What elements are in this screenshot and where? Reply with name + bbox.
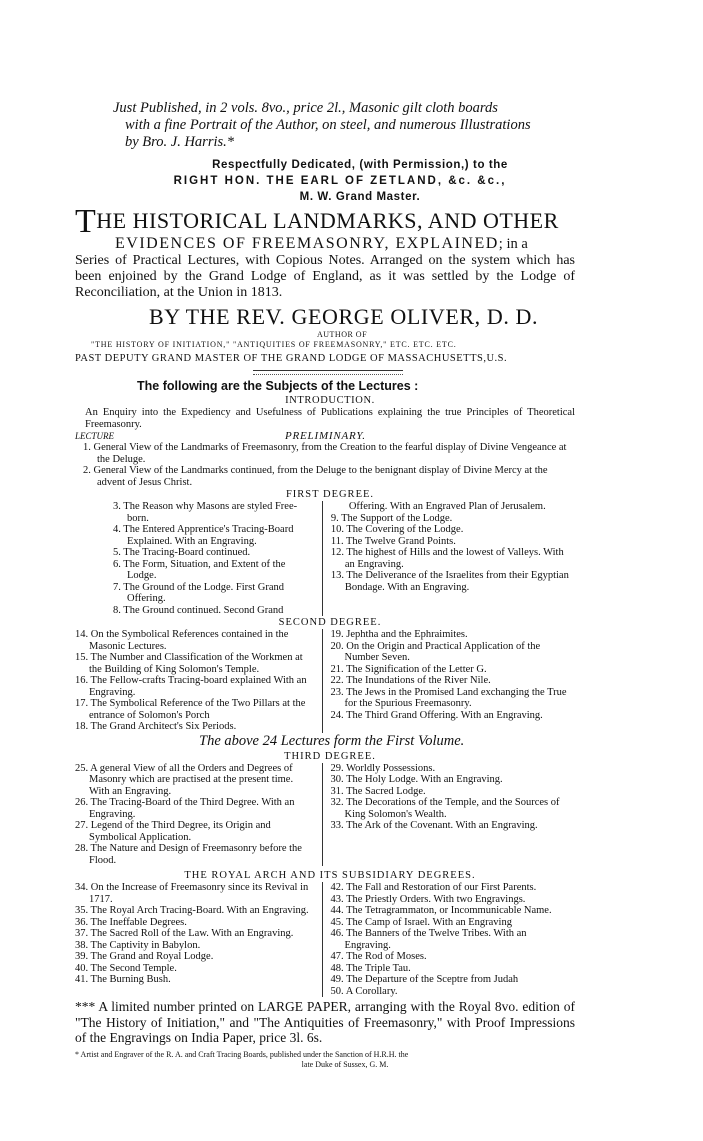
list-item: 38. The Captivity in Babylon. xyxy=(75,939,201,951)
dedication xyxy=(75,157,575,205)
advertisement-page xyxy=(75,100,575,1070)
list-item: 41. The Burning Bush. xyxy=(75,974,171,985)
list-item: 12. The highest of Hills and the lowest of Valleys. With an Engraving. xyxy=(330,547,564,570)
list-item: 29. Worldly Possessions. xyxy=(330,762,436,774)
list-item: 18. The Grand Architect's Six Periods. xyxy=(75,721,237,732)
title-line-2-row xyxy=(75,235,575,253)
introduction-heading: INTRODUCTION. xyxy=(285,395,375,406)
list-item: 43. The Priestly Orders. With two Engravings. xyxy=(330,893,526,905)
lecture-label: LECTURE xyxy=(75,431,115,441)
ornamental-rule xyxy=(253,370,403,375)
list-item: 44. The Tetragrammaton, or Incommunicable Name. xyxy=(330,905,552,916)
list-item: 13. The Deliverance of the Israelites from their Egyptian Bondage. With an Engraving. xyxy=(330,570,569,593)
list-item: 33. The Ark of the Covenant. With an Engraving. xyxy=(330,820,538,831)
list-item: 14. On the Symbolical References contained in the Masonic Lectures. xyxy=(75,629,289,652)
list-item: 21. The Signification of the Letter G. xyxy=(330,663,487,675)
list-item: 7. The Ground of the Lodge. First Grand Offering. xyxy=(113,581,284,604)
list-item: 40. The Second Temple. xyxy=(75,962,177,974)
list-item: 45. The Camp of Israel. With an Engraving xyxy=(330,916,512,928)
first-volume-note: The above 24 Lectures form the First Volume. xyxy=(199,732,465,749)
list-item: Offering. With an Engraved Plan of Jerusalem. xyxy=(348,501,546,512)
list-item: 5. The Tracing-Board continued. xyxy=(113,547,251,558)
list-item: 49. The Departure of the Sceptre from Judah xyxy=(330,974,519,985)
list-item: 11. The Twelve Grand Points. xyxy=(330,535,456,547)
second-degree-columns xyxy=(75,629,575,733)
second-degree-heading: SECOND DEGREE. xyxy=(278,617,382,628)
list-item: 30. The Holy Lodge. With an Engraving. xyxy=(330,774,503,785)
second-degree-right xyxy=(323,629,575,733)
list-item: 39. The Grand and Royal Lodge. xyxy=(75,951,214,962)
list-item: 34. On the Increase of Freemasonry since its Revival in 1717. xyxy=(75,882,309,905)
royal-arch-heading: THE ROYAL ARCH AND ITS SUBSIDIARY DEGREES. xyxy=(184,870,476,881)
list-item: 24. The Third Grand Offering. With an Engraving. xyxy=(330,709,543,721)
preliminary-item-1: 1. General View of the Landmarks of Freemasonry, from the Creation to the fearful display of Divine Vengeance at the Deluge. xyxy=(83,442,567,465)
list-item: 8. The Ground continued. Second Grand xyxy=(113,604,284,616)
author-works: "THE HISTORY OF INITIATION," "ANTIQUITIES OF FREEMASONRY," ETC. ETC. ETC. xyxy=(91,340,457,349)
large-paper-notice: *** A limited number printed on LARGE PAPER, arranging with the Royal 8vo. edition of "The History of Initiation," and "The Antiquities of Freemasonry," with Proof Impressions of the Engravings on India Paper, price 3l. 6s. xyxy=(75,999,575,1045)
footnote-line-1: * Artist and Engraver of the R. A. and Craft Tracing Boards, published under the Sanction of H.R.H. the xyxy=(75,1049,409,1059)
author-name: BY THE REV. GEORGE OLIVER, D. D. xyxy=(149,304,539,329)
list-item: 50. A Corollary. xyxy=(330,985,398,997)
announce-line-2: with a fine Portrait of the Author, on steel, and numerous Illustrations xyxy=(125,117,531,133)
preliminary-heading: PRELIMINARY. xyxy=(285,430,366,442)
author-office: PAST DEPUTY GRAND MASTER OF THE GRAND LODGE OF MASSACHUSETTS,U.S. xyxy=(75,353,508,364)
list-item: 4. The Entered Apprentice's Tracing-Board Explained. With an Engraving. xyxy=(113,524,294,547)
list-item: 28. The Nature and Design of Freemasonry before the Flood. xyxy=(75,843,302,866)
list-item: 15. The Number and Classification of the Workmen at the Building of King Solomon's Temple. xyxy=(75,652,303,675)
first-degree-right xyxy=(323,501,575,616)
first-degree-left xyxy=(75,501,323,616)
title-line-2-tail: ; in a xyxy=(498,236,528,252)
list-item: 22. The Inundations of the River Nile. xyxy=(330,675,491,686)
royal-arch-columns xyxy=(75,882,575,997)
list-item: 37. The Sacred Roll of the Law. With an Engraving. xyxy=(75,928,294,939)
footnote xyxy=(75,1050,575,1070)
announce-line-3: by Bro. J. Harris.* xyxy=(125,134,235,150)
first-degree-heading: FIRST DEGREE. xyxy=(285,489,375,500)
royal-arch-left xyxy=(75,882,323,997)
publication-announcement xyxy=(113,100,575,151)
list-item: 6. The Form, Situation, and Extent of the Lodge. xyxy=(113,558,286,581)
list-item: 17. The Symbolical Reference of the Two Pillars at the entrance of Solomon's Porch xyxy=(75,698,306,721)
list-item: 48. The Triple Tau. xyxy=(330,962,411,974)
list-item: 47. The Rod of Moses. xyxy=(330,951,427,962)
third-degree-left xyxy=(75,763,323,867)
list-item: 10. The Covering of the Lodge. xyxy=(330,524,464,535)
author-of-label: AUTHOR OF xyxy=(316,330,368,339)
third-degree-right xyxy=(323,763,575,867)
list-item: 27. Legend of the Third Degree, its Origin and Symbolical Application. xyxy=(75,820,271,843)
royal-arch-right xyxy=(323,882,575,997)
footnote-line-2: late Duke of Sussex, G. M. xyxy=(301,1059,389,1069)
list-item: 3. The Reason why Masons are styled Free-born. xyxy=(113,501,298,524)
list-item: 42. The Fall and Restoration of our First Parents. xyxy=(330,882,537,893)
title-line-1: HE HISTORICAL LANDMARKS, AND OTHER xyxy=(96,208,559,233)
list-item: 26. The Tracing-Board of the Third Degree. With an Engraving. xyxy=(75,797,295,820)
first-degree-columns xyxy=(75,501,575,616)
subjects-heading: The following are the Subjects of the Lectures : xyxy=(137,379,419,393)
list-item: 36. The Ineffable Degrees. xyxy=(75,916,187,928)
announce-line-1: Just Published, in 2 vols. 8vo., price 2l., Masonic gilt cloth boards xyxy=(113,100,498,116)
preliminary-header xyxy=(75,430,575,442)
list-item: 9. The Support of the Lodge. xyxy=(330,512,453,524)
list-item: 46. The Banners of the Twelve Tribes. With an Engraving. xyxy=(330,928,527,951)
third-degree-heading: THIRD DEGREE. xyxy=(284,750,376,762)
introduction-text: An Enquiry into the Expediency and Usefulness of Publications explaining the true Principles of Theoretical Freemasonry. xyxy=(85,407,575,430)
dedication-line-3: M. W. Grand Master. xyxy=(299,191,421,203)
list-item: 31. The Sacred Lodge. xyxy=(330,785,426,797)
title-line-2: EVIDENCES OF FREEMASONRY, EXPLAINED xyxy=(115,235,499,252)
second-degree-left xyxy=(75,629,323,733)
list-item: 16. The Fellow-crafts Tracing-board explained With an Engraving. xyxy=(75,675,307,698)
dedication-line-2: RIGHT HON. THE EARL OF ZETLAND, &c. &c., xyxy=(173,175,507,187)
dedication-line-1: Respectfully Dedicated, (with Permission,) to the xyxy=(212,159,508,171)
list-item: 35. The Royal Arch Tracing-Board. With an Engraving. xyxy=(75,905,309,916)
list-item: 23. The Jews in the Promised Land exchanging the True for the Spurious Freemasonry. xyxy=(330,686,567,709)
list-item: 20. On the Origin and Practical Application of the Number Seven. xyxy=(330,640,541,663)
list-item: 32. The Decorations of the Temple, and the Sources of King Solomon's Wealth. xyxy=(330,797,560,820)
preliminary-item-2: 2. General View of the Landmarks continued, from the Deluge to the benignant display of Divine Mercy at the advent of Jesus Christ. xyxy=(83,465,548,488)
title-description: Series of Practical Lectures, with Copious Notes. Arranged on the system which has been enjoined by the Grand Lodge of England, as it was settled by the Lodge of Reconciliation, at the Union in 1813. xyxy=(75,253,575,300)
third-degree-columns xyxy=(75,763,575,867)
list-item: 19. Jephtha and the Ephraimites. xyxy=(330,629,468,640)
list-item: 25. A general View of all the Orders and Degrees of Masonry which are practised at the present time. With an Engraving. xyxy=(75,762,294,797)
title-initial: T xyxy=(75,203,97,240)
book-title xyxy=(75,203,575,240)
